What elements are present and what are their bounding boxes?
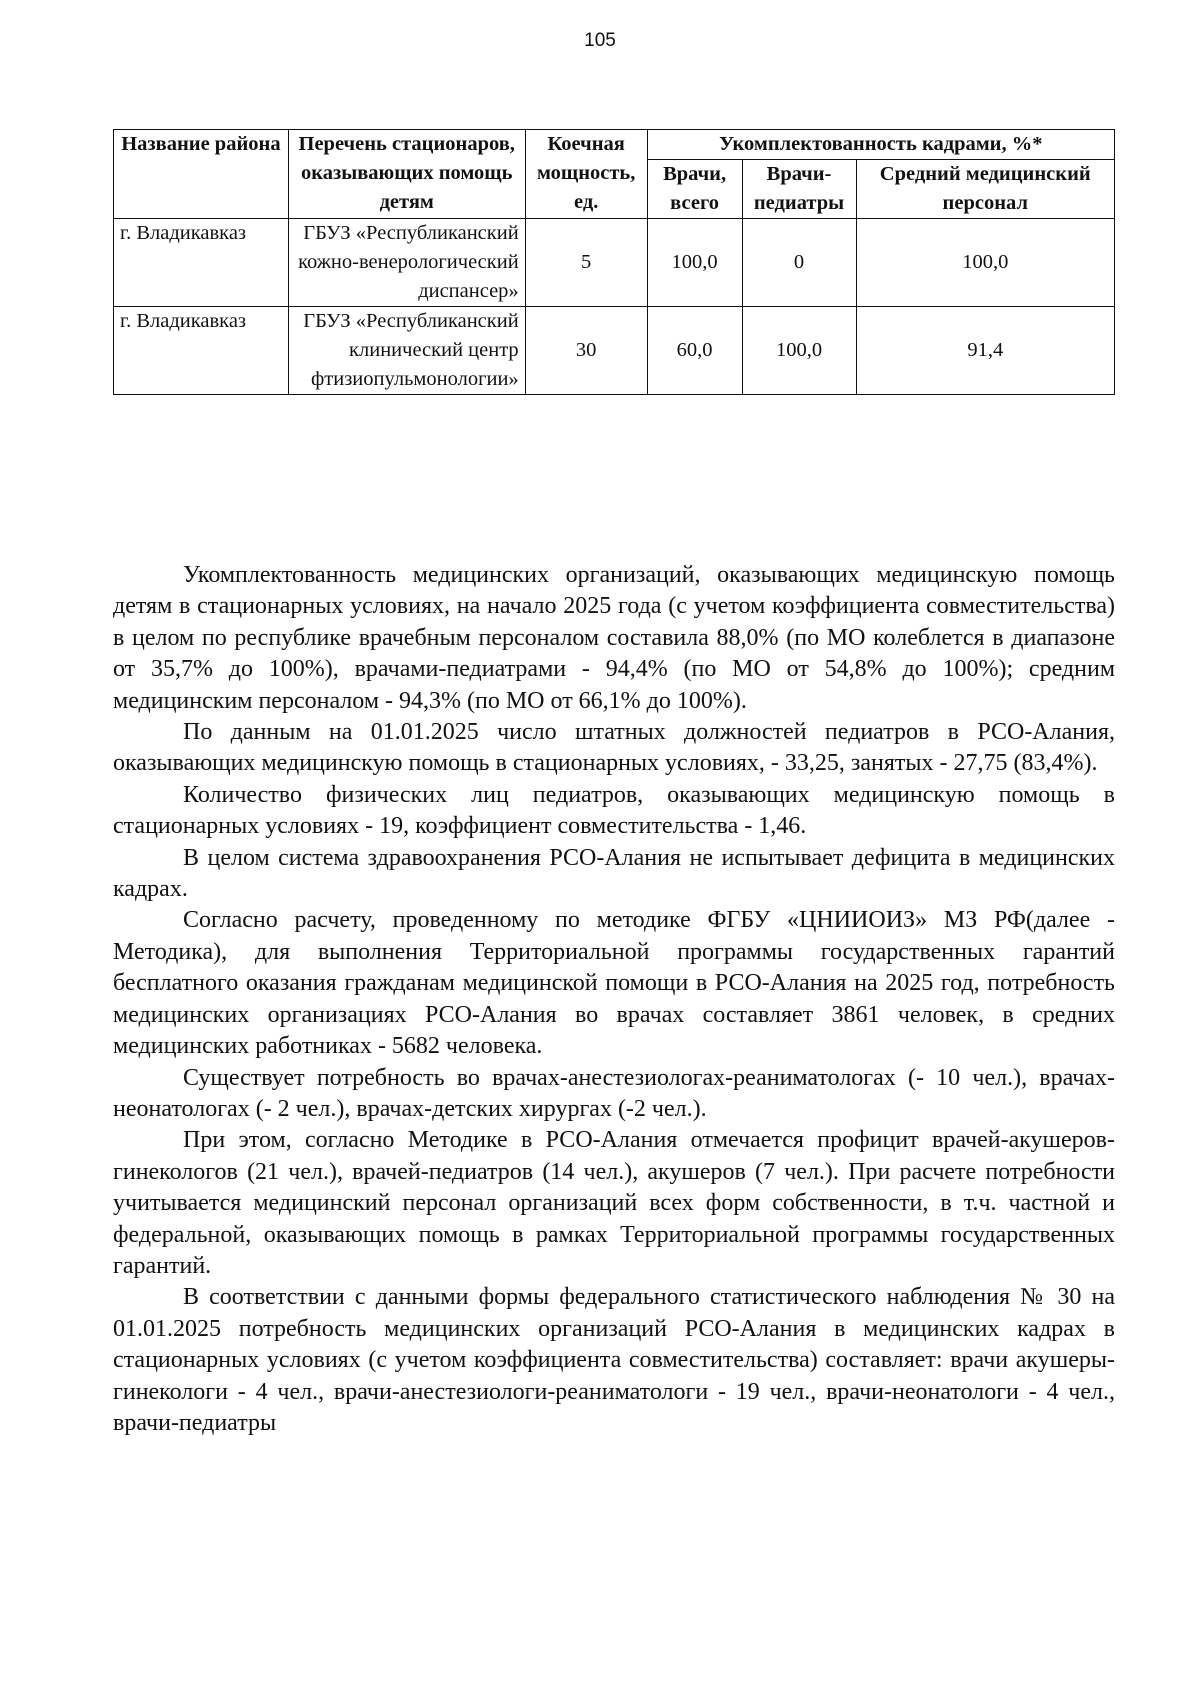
paragraph-positions: По данным на 01.01.2025 число штатных должностей педиатров в РСО-Алания, оказывающих медицинскую помощь в стационарных условиях, - 33,25, занятых - 27,75 (83,4%). [113,719,1115,777]
paragraph-surplus: При этом, согласно Методике в РСО-Алания отмечается профицит врачей-акушеров-гинекологов (21 чел.), врачей-педиатров (14 чел.), акушеров (7 чел.). При расчете потребности учитывается медицинский персонал организаций всех форм собственности, в т.ч. частной и федеральной, оказывающих помощь в рамках Территориальной программы государственных гарантий. [113,1127,1115,1279]
cell-nurses: 91,4 [856,307,1115,395]
table-row [114,219,1115,307]
cell-district: г. Владикавказ [114,307,289,395]
header-beds: Коечная мощность, ед. [525,130,647,219]
paragraph-individuals: Количество физических лиц педиатров, оказывающих медицинскую помощь в стационарных условиях - 19, коэффициент совместительства - 1,46. [113,781,1115,840]
cell-beds: 30 [525,307,647,395]
paragraph-form-30: В соответствии с данными формы федерального статистического наблюдения № 30 на 01.01.2025 потребность медицинских организаций РСО-Алания в медицинских кадрах в стационарных условиях (с учетом коэффициента совместительства) составляет: врачи акушеры-гинекологи - 4 чел., врачи-анестезиологи-реаниматологи - 19 чел., врачи-неонатологи - 4 чел., врачи-педиатры [113,1284,1115,1436]
header-staffing-group: Укомплектованность кадрами, %* [647,130,1114,160]
header-nurses: Средний медицинский персонал [856,160,1115,219]
cell-doctors-total: 60,0 [647,307,742,395]
cell-pediatricians: 100,0 [742,307,856,395]
header-doctors-total: Врачи, всего [647,160,742,219]
header-hospitals: Перечень стационаров, оказывающих помощь детям [288,130,525,219]
paragraph-no-deficit: В целом система здравоохранения РСО-Алания не испытывает дефицита в медицинских кадрах. [113,844,1115,903]
cell-beds: 5 [525,219,647,307]
body-text [113,560,1115,1439]
cell-hospital: ГБУЗ «Республиканский клинический центр фтизиопульмонологии» [288,307,525,395]
paragraph-staffing: Укомплектованность медицинских организаций, оказывающих медицинскую помощь детям в стационарных условиях, на начало 2025 года (с учетом коэффициента совместительства) в целом по республике врачебным персоналом составила 88,0% (по МО колеблется в диапазоне от 35,7% до 100%), врачами-педиатрами - 94,4% (по МО от 54,8% до 100%); средним медицинским персоналом - 94,3% (по МО от 66,1% до 100%). [113,562,1115,714]
cell-pediatricians: 0 [742,219,856,307]
staffing-table [113,129,1115,395]
paragraph-methodology: Согласно расчету, проведенному по методике ФГБУ «ЦНИИОИЗ» МЗ РФ(далее - Методика), для выполнения Территориальной программы государственных гарантий бесплатного оказания гражданам медицинской помощи в РСО-Алания на 2025 год, потребность медицинских организациях РСО-Алания во врачах составляет 3861 человек, в средних медицинских работниках - 5682 человека. [113,907,1115,1060]
table-row [114,307,1115,395]
cell-doctors-total: 100,0 [647,219,742,307]
paragraph-needs: Существует потребность во врачах-анестезиологах-реаниматологах (- 10 чел.), врачах-неонатологах (- 2 чел.), врачах-детских хирургах (-2 чел.). [113,1064,1115,1122]
table-header-row [114,130,1115,160]
header-pediatricians: Врачи-педиатры [742,160,856,219]
cell-nurses: 100,0 [856,219,1115,307]
page-number: 105 [584,30,616,51]
cell-hospital: ГБУЗ «Республиканский кожно-венерологический диспансер» [288,219,525,307]
cell-district: г. Владикавказ [114,219,289,307]
header-district: Название района [114,130,289,219]
